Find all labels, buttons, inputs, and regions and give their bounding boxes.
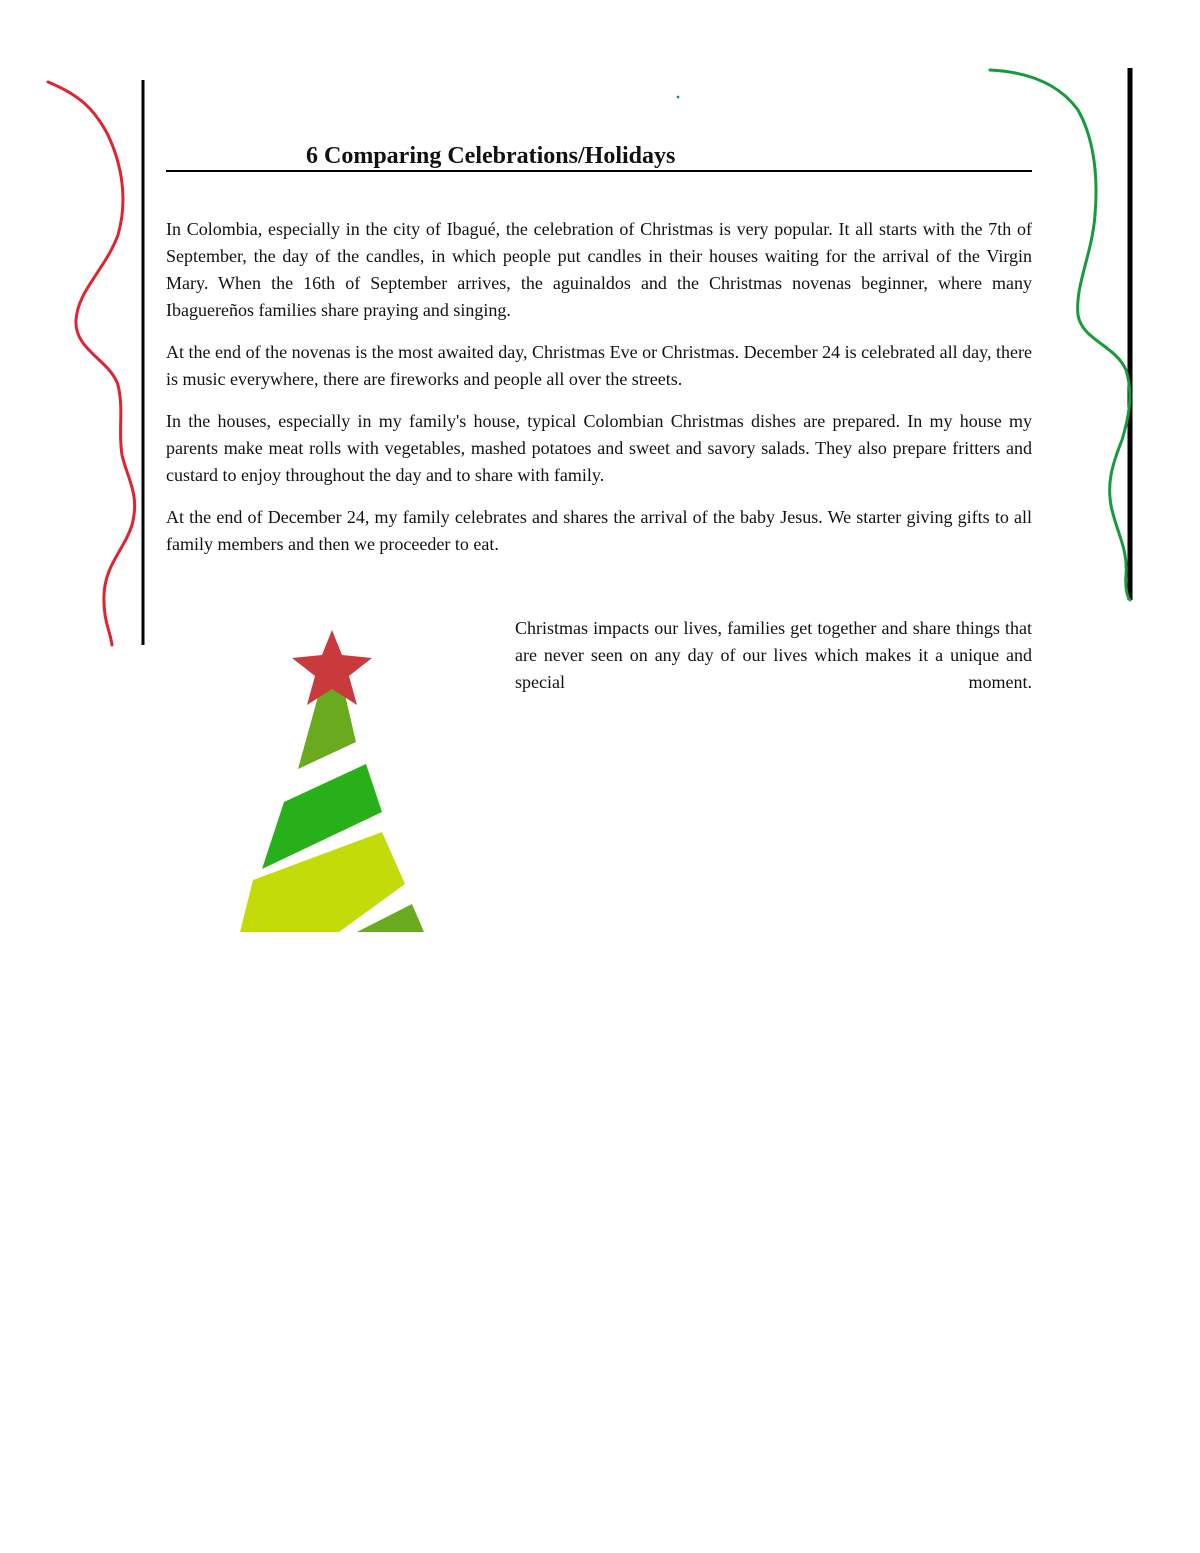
paragraph-3: In the houses, especially in my family's house, typical Colombian Christmas dishes are prepared. In my house my parents make meat rolls with vegetables, mashed potatoes and sweet and savory salads. They also prepare fritters and custard to enjoy throughout the day and to share with family. bbox=[166, 411, 1032, 485]
title-bar bbox=[166, 140, 1032, 172]
tree-bottom-right-segment bbox=[357, 904, 424, 932]
paragraph-4: At the end of December 24, my family celebrates and shares the arrival of the baby Jesus. We starter giving gifts to all family members and then we proceeder to eat. bbox=[166, 507, 1032, 554]
star-icon bbox=[292, 630, 372, 705]
tree-middle-stripe bbox=[262, 764, 382, 869]
paragraph-1: In Colombia, especially in the city of Ibagué, the celebration of Christmas is very popular. It all starts with the 7th of September, the day of the candles, in which people put candles in their houses waiting for the arrival of the Virgin Mary. When the 16th of September arrives, the aguinaldos and the Christmas novenas beginner, where many Ibaguereños families share praying and singing. bbox=[166, 219, 1032, 320]
red-squiggle-decoration bbox=[48, 82, 135, 645]
page-title: 6 Comparing Celebrations/Holidays bbox=[306, 143, 676, 169]
tree-top-segment bbox=[298, 682, 356, 769]
tree-lower-stripe bbox=[240, 832, 405, 932]
green-dot bbox=[677, 96, 680, 99]
closing-text-block bbox=[515, 615, 1032, 696]
body-text bbox=[166, 216, 1032, 573]
paragraph-2: At the end of the novenas is the most awaited day, Christmas Eve or Christmas. December 24 is celebrated all day, there is music everywhere, there are fireworks and people all over the streets. bbox=[166, 342, 1032, 389]
closing-paragraph: Christmas impacts our lives, families get together and share things that are never seen on any day of our lives which makes it a unique and special moment. bbox=[515, 618, 1032, 692]
christmas-tree-icon bbox=[240, 630, 424, 932]
